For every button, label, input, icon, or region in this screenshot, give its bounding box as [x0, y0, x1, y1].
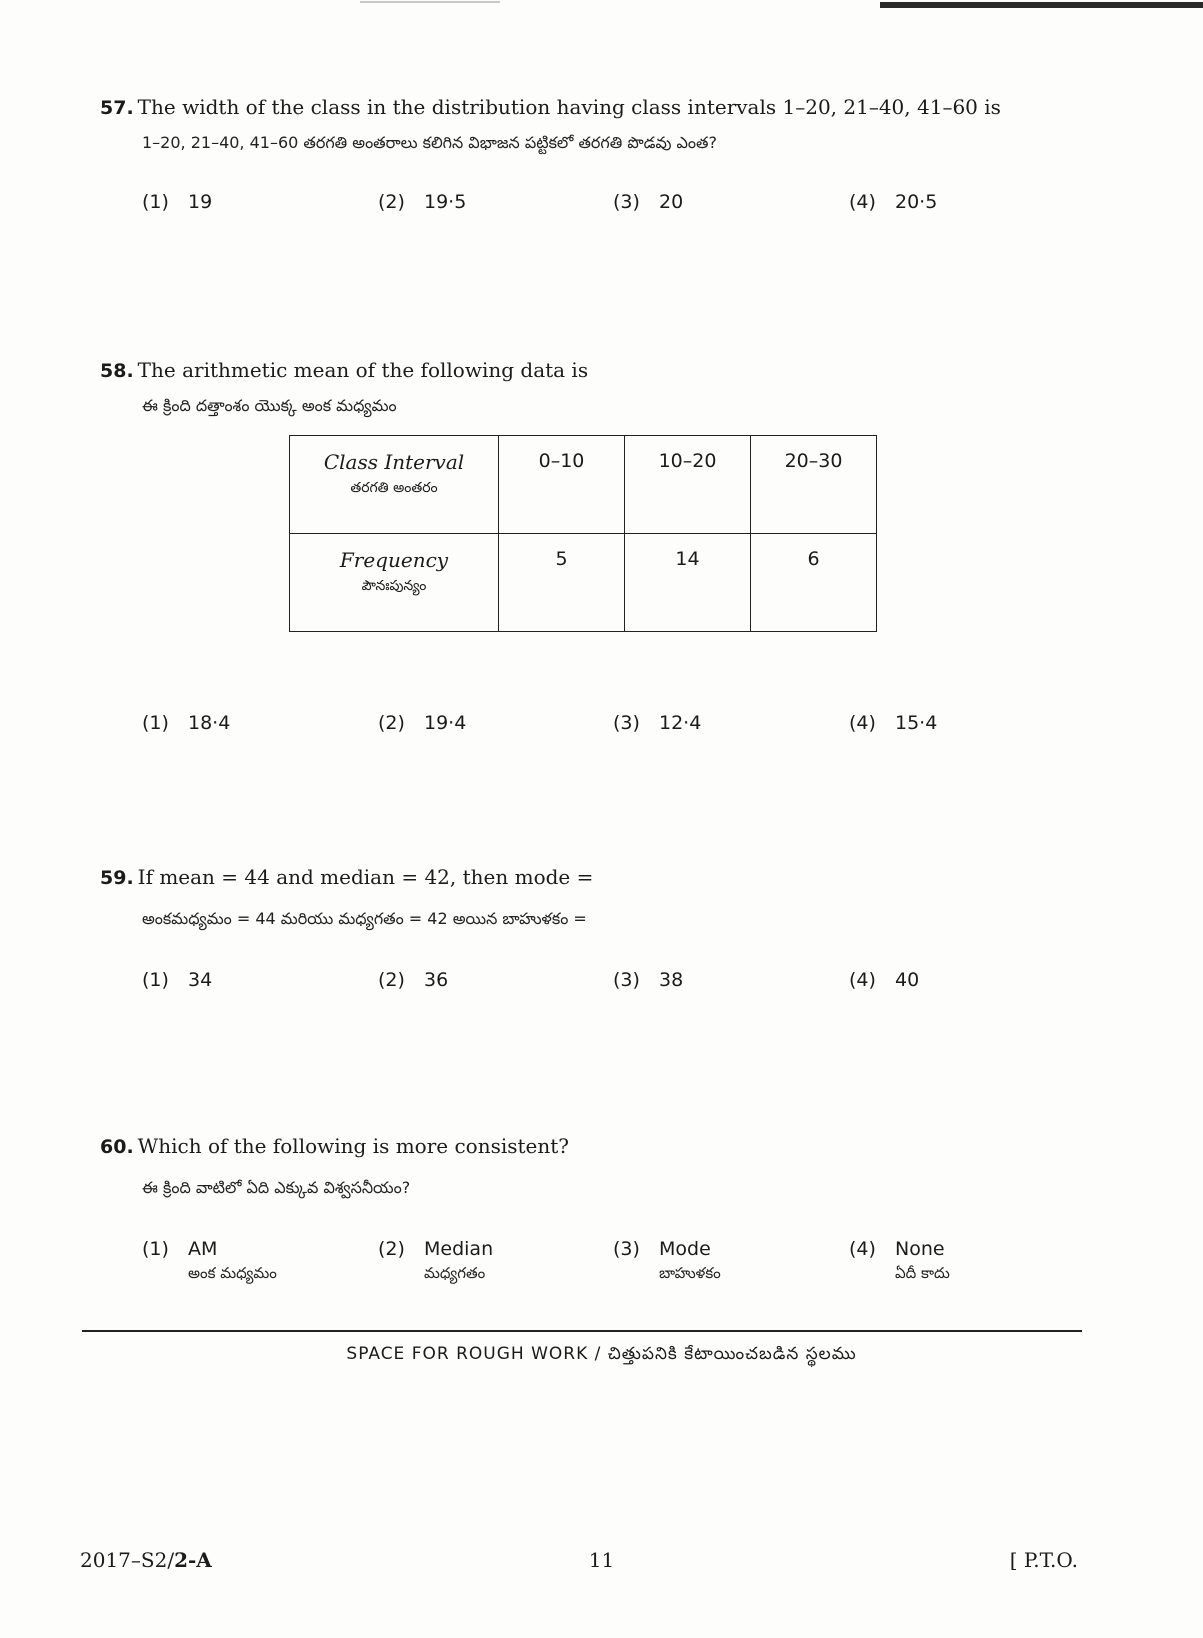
- question-telugu-text: ఈ క్రింది వాటిలో ఏది ఎక్కువ విశ్వసనీయం?: [142, 1178, 411, 1197]
- question-number: 60.: [100, 1136, 134, 1158]
- option-3[interactable]: (3) Mode బాహుళకం: [613, 1238, 721, 1282]
- option-4[interactable]: (4) 40: [849, 969, 920, 991]
- question-number: 57.: [100, 97, 134, 119]
- page-number: 11: [588, 1548, 615, 1572]
- table-cell: 20–30: [751, 436, 877, 534]
- option-4[interactable]: (4) 15·4: [849, 712, 938, 734]
- option-1[interactable]: (1) 18·4: [142, 712, 231, 734]
- divider: [82, 1330, 1082, 1332]
- question-text: The width of the class in the distribution having class intervals 1–20, 21–40, 41–60 is: [137, 95, 1001, 119]
- question-59: [100, 862, 1100, 1039]
- question-text: Which of the following is more consistent?: [137, 1134, 570, 1158]
- option-3[interactable]: (3) 38: [613, 969, 684, 991]
- option-2[interactable]: (2) 19·5: [378, 191, 467, 213]
- table-header-cell: Class Interval తరగతి అంతరం: [290, 436, 499, 534]
- question-text: The arithmetic mean of the following data is: [137, 358, 589, 382]
- scan-top-edge: [0, 0, 1203, 10]
- question-number: 58.: [100, 360, 134, 382]
- question-58: [100, 355, 1100, 420]
- option-2[interactable]: (2) 19·4: [378, 712, 467, 734]
- options: [100, 1238, 1100, 1308]
- table-cell: 0–10: [499, 436, 625, 534]
- table-row: [290, 534, 877, 632]
- table-cell: 6: [751, 534, 877, 632]
- option-3[interactable]: (3) 20: [613, 191, 684, 213]
- question-text: If mean = 44 and median = 42, then mode =: [137, 865, 594, 889]
- paper-code: 2017–S2/2-A: [80, 1548, 212, 1572]
- rough-work-label: SPACE FOR ROUGH WORK / చిత్తుపనికి కేటాయించబడిన స్థలము: [346, 1344, 857, 1364]
- option-2[interactable]: (2) Median మధ్యగతం: [378, 1238, 494, 1282]
- table-row: [290, 436, 877, 534]
- options: [100, 969, 1100, 1039]
- option-4[interactable]: (4) 20·5: [849, 191, 938, 213]
- table-cell: 10–20: [625, 436, 751, 534]
- question-number: 59.: [100, 867, 134, 889]
- pto-label: [ P.T.O.: [1009, 1548, 1078, 1572]
- question-58-options: [100, 712, 1100, 782]
- option-3[interactable]: (3) 12·4: [613, 712, 702, 734]
- option-4[interactable]: (4) None ఏదీ కాదు: [849, 1238, 950, 1282]
- question-telugu-text: ఈ క్రింది దత్తాంశం యొక్క అంక మధ్యమం: [142, 396, 397, 415]
- option-2[interactable]: (2) 36: [378, 969, 449, 991]
- table-header-cell: Frequency పౌనఃపున్యం: [290, 534, 499, 632]
- option-1[interactable]: (1) 34: [142, 969, 213, 991]
- question-telugu-text: అంకమధ్యమం = 44 మరియు మధ్యగతం = 42 అయిన బాహుళకం =: [142, 909, 587, 928]
- options: [100, 712, 1100, 782]
- question-telugu-text: 1–20, 21–40, 41–60 తరగతి అంతరాలు కలిగిన విభాజన పట్టికలో తరగతి పొడవు ఎంత?: [142, 133, 717, 152]
- options: [100, 191, 1100, 261]
- frequency-table: [289, 435, 877, 632]
- option-1[interactable]: (1) 19: [142, 191, 213, 213]
- table-cell: 14: [625, 534, 751, 632]
- question-60: [100, 1131, 1100, 1308]
- table-cell: 5: [499, 534, 625, 632]
- question-57: [100, 92, 1100, 261]
- option-1[interactable]: (1) AM అంక మధ్యమం: [142, 1238, 277, 1282]
